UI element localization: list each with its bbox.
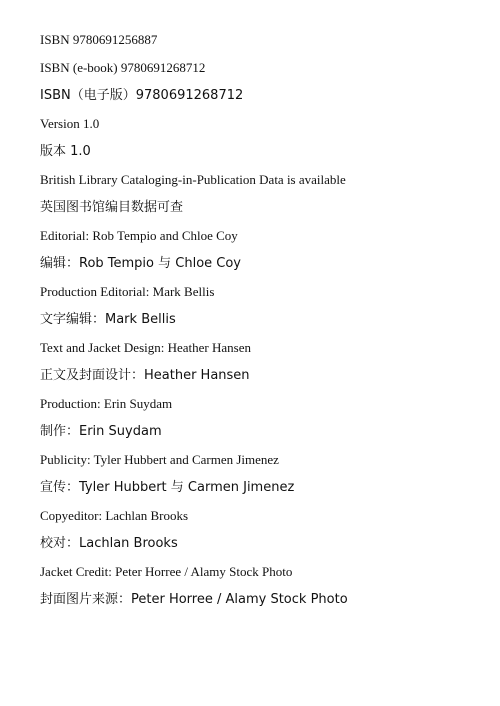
copyright-page — [40, 32, 480, 620]
copyeditor-credit-line: Copyeditor: Lachlan Brooks — [40, 508, 189, 523]
production-editorial-credit-line: Production Editorial: Mark Bellis — [40, 284, 215, 299]
publicity-credit-line-chinese: 宣传：Tyler Hubbert 与 Carmen Jimenez — [40, 480, 295, 495]
production-credit-line: Production: Erin Suydam — [40, 396, 173, 411]
editorial-credit-line-chinese: 编辑：Rob Tempio 与 Chloe Coy — [40, 256, 241, 271]
isbn-ebook-line: ISBN (e-book) 9780691268712 — [40, 60, 206, 75]
production-credit-line-chinese: 制作：Erin Suydam — [40, 424, 162, 439]
cataloging-data-line: British Library Cataloging-in-Publication Data is available — [40, 172, 346, 187]
jacket-credit-line: Jacket Credit: Peter Horree / Alamy Stock Photo — [40, 564, 293, 579]
design-credit-line: Text and Jacket Design: Heather Hansen — [40, 340, 251, 355]
version-line-chinese: 版本 1.0 — [40, 144, 91, 159]
publicity-credit-line: Publicity: Tyler Hubbert and Carmen Jimenez — [40, 452, 279, 467]
isbn-print-line: ISBN 9780691256887 — [40, 32, 158, 47]
cataloging-data-line-chinese: 英国图书馆编目数据可查 — [40, 200, 184, 215]
design-credit-line-chinese: 正文及封面设计：Heather Hansen — [40, 368, 250, 383]
isbn-ebook-line-chinese: ISBN（电子版）9780691268712 — [40, 88, 244, 103]
copyeditor-credit-line-chinese: 校对：Lachlan Brooks — [40, 536, 178, 551]
production-editorial-credit-line-chinese: 文字编辑：Mark Bellis — [40, 312, 176, 327]
editorial-credit-line: Editorial: Rob Tempio and Chloe Coy — [40, 228, 238, 243]
version-line: Version 1.0 — [40, 116, 100, 131]
jacket-credit-line-chinese: 封面图片来源：Peter Horree / Alamy Stock Photo — [40, 592, 348, 607]
